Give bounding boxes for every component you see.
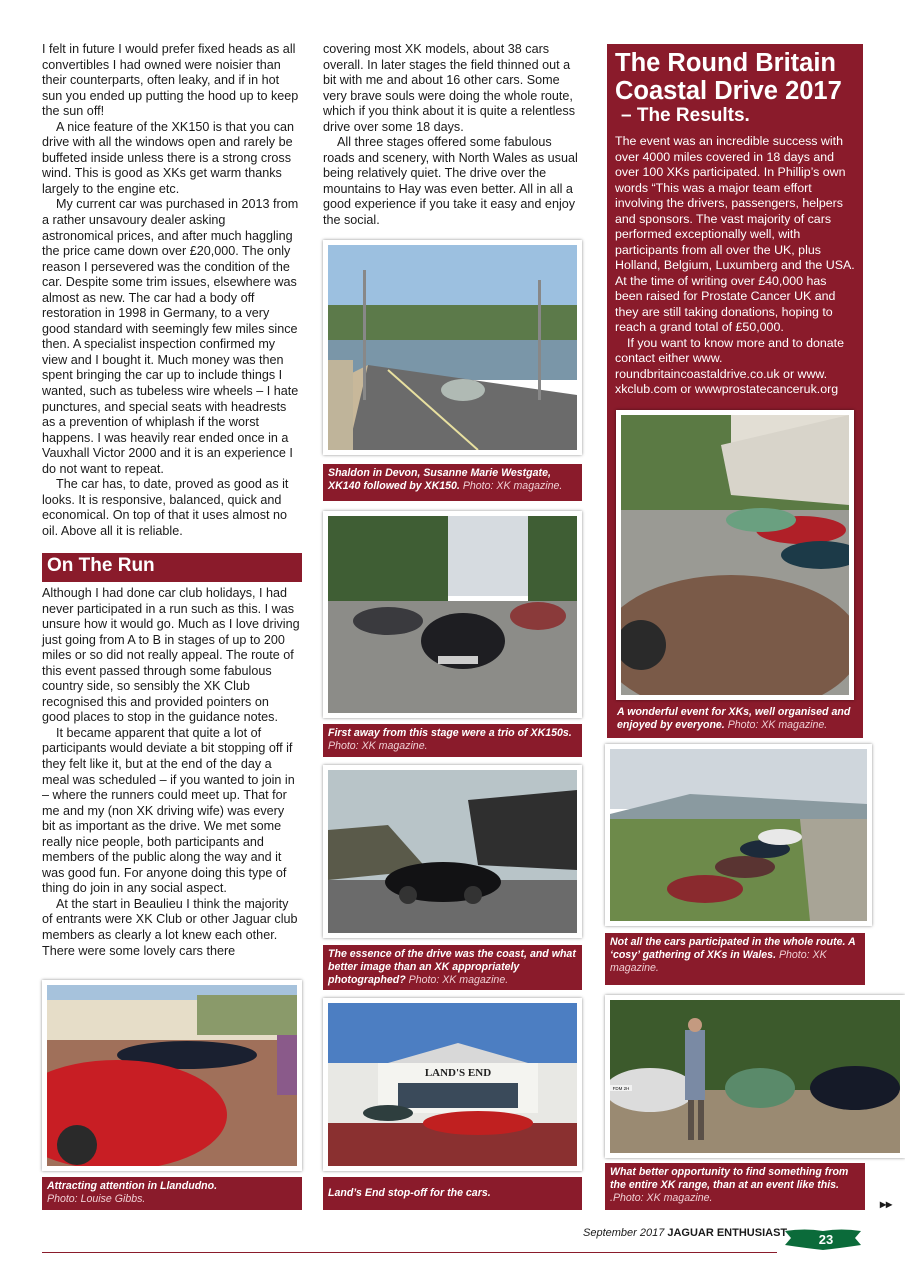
- paragraph: A nice feature of the XK150 is that you can drive with all the windows open and rarely be buffeted inside unless there is a strong cross wind. This is good as XKs get warm thanks largely to the engine etc.: [42, 119, 295, 196]
- sidebar-subtitle: – The Results.: [621, 105, 750, 126]
- photo-wonderful-event: [616, 410, 854, 700]
- photo-wales-gathering: [605, 744, 872, 926]
- section-heading-on-the-run: On The Run: [42, 553, 302, 582]
- plate-text: FDM 2H: [612, 1086, 630, 1091]
- paragraph: The car has, to date, proved as good as it looks. It is responsive, balanced, quick and economical. On top of that it uses almost no oil. Above all it is reliable.: [42, 477, 289, 538]
- caption-lands-end: Land’s End stop-off for the cars.: [323, 1177, 582, 1210]
- photo-essence-coast: [323, 765, 582, 938]
- photo-first-away: [323, 511, 582, 718]
- page-number-badge: [785, 1228, 861, 1250]
- photo-shaldon-bridge: [323, 240, 582, 455]
- footer-publication: JAGUAR ENTHUSIAST: [667, 1227, 788, 1239]
- photo-essence-image: [328, 770, 577, 933]
- caption-llandudno: Attracting attention in Llandudno. Photo: Louise Gibbs.: [42, 1177, 302, 1210]
- caption-not-all: Not all the cars participated in the whole route. A ‘cosy’ gathering of XKs in Wales. Photo: XK magazine.: [605, 933, 865, 985]
- caption-wonderful: A wonderful event for XKs, well organised and enjoyed by everyone. Photo: XK magazine.: [612, 703, 862, 736]
- next-page-icon: ▸▸: [880, 1197, 893, 1211]
- column-2-text: [323, 42, 581, 229]
- photo-wales-image: [610, 749, 867, 921]
- photo-first-away-image: [328, 516, 577, 713]
- caption-shaldon: Shaldon in Devon, Susanne Marie Westgate, XK140 followed by XK150. Photo: XK magazine.: [323, 464, 582, 501]
- sidebar-paragraph: If you want to know more and to donate contact either www. roundbritaincoastaldrive.co.uk or www. xkclub.com or wwwprostatecanceruk.org: [615, 335, 844, 396]
- paragraph: covering most XK models, about 38 cars overall. In later stages the field thinned out a bit with me and about 16 other cars. Some very brave souls were doing the whole route, which if you think about it is quite a relentless drive over some 18 days.: [323, 42, 576, 134]
- photo-xk-range: [605, 995, 905, 1158]
- paragraph: Although I had done car club holidays, I had never participated in a run such as this. I was unsure how it would go. Much as I love driving just going from A to B in stages of up to 200 miles or so did not really appeal. The route of this event passed through some fabulous country side, so sensibly the XK Club recognised this and provided pointers on good places to stop in the guidance notes.: [42, 586, 300, 725]
- sidebar-title: The Round Britain Coastal Drive 2017: [615, 49, 842, 105]
- photo-lands-end: [323, 998, 582, 1171]
- column-1-run-text: [42, 586, 300, 959]
- photo-lands-end-image: [328, 1003, 577, 1166]
- sidebar-paragraph: The event was an incredible success with over 4000 miles covered in 18 days and over 100 XKs participated. In Phillip’s own words “This was a major team effort involving the drivers, passengers, helpers and sponsors. The vast majority of cars performed exceptionally well, with participants from all over the UK, plus Holland, Belgium, Luxumberg and the USA. At the time of writing over £40,000 has been raised for Prostate Cancer UK and they are still taking donations, hoping to reach a grand total of £50,000.: [615, 134, 855, 334]
- lands-end-sign: LAND'S END: [424, 1067, 492, 1079]
- paragraph: All three stages offered some fabulous roads and scenery, with North Wales as usual being relatively quiet. The drive over the mountains to Hay was even better. All in all a good experience if you take it easy and enjoy the social.: [323, 135, 578, 228]
- footer-masthead: [583, 1227, 787, 1239]
- caption-first-away: First away from this stage were a trio of XK150s. Photo: XK magazine.: [323, 724, 582, 757]
- paragraph: It became apparent that quite a lot of participants would deviate a bit stopping off if they felt like it, but at the end of the day a meal was scheduled – if you wanted to join in – where the runners could meet up. That for me and my (non XK driving wife) was every bit as important as the drive. We met some really nice people, both participants and members of the public along the way and it was good fun. For anyone doing this type of thing do join in any social aspect.: [42, 725, 295, 896]
- caption-what-better: What better opportunity to find something from the entire XK range, than at an event like this. .Photo: XK magazine.: [605, 1163, 865, 1210]
- footer-rule: [42, 1252, 777, 1253]
- footer-date: September 2017: [583, 1227, 665, 1239]
- paragraph: My current car was purchased in 2013 from a rather unsavoury dealer asking astronomical prices, and after much haggling the price came down over £20,000. The only reason I persevered was the condition of the car. Despite some trim issues, elsewhere was almost as new. The car had a body off restoration in 1998 in Germany, to a very good standard with seemingly few miles since then. A specialist inspection confirmed my view and I bought it. Much money was then spent bringing the car up to include things I wanted, such as tubeless wire wheels – I hate punctures, and special seats with headrests as a prevention of whiplash if the worst happens. I was heavily rear ended once in a Vauxhall Victor 2000 and it is an experience I do not want to repeat.: [42, 197, 299, 476]
- photo-wonderful-image: [621, 415, 849, 695]
- column-1-text: [42, 42, 300, 540]
- caption-essence: The essence of the drive was the coast, and what better image than an XK appropriately photographed? Photo: XK magazine.: [323, 945, 582, 990]
- photo-xk-range-image: [610, 1000, 900, 1153]
- paragraph: I felt in future I would prefer fixed heads as all convertibles I had owned were noisier than their counterparts, often leaky, and if in hot sun you ended up putting the hood up to keep the sun off!: [42, 42, 299, 119]
- photo-llandudno: [42, 980, 302, 1171]
- photo-shaldon-image: [328, 245, 577, 450]
- photo-llandudno-image: [47, 985, 297, 1166]
- page-number: 23: [818, 1232, 834, 1247]
- paragraph: At the start in Beaulieu I think the majority of entrants were XK Club or other Jaguar club members as clearly a lot knew each other. There were some lovely cars there: [42, 896, 298, 958]
